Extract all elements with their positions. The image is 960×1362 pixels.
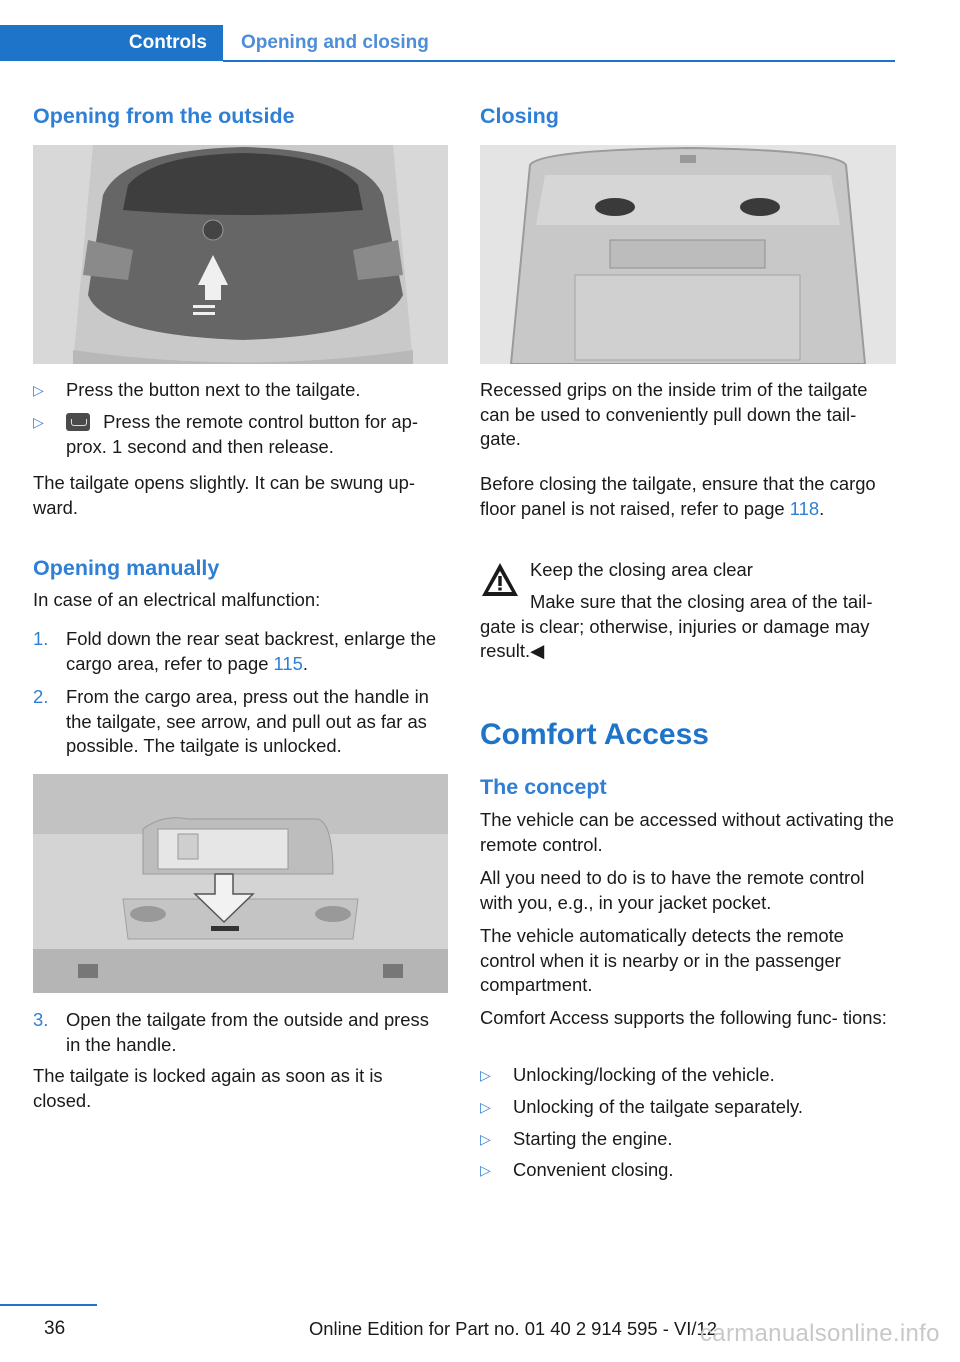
list-item: ▷ Starting the engine. <box>480 1127 896 1152</box>
warning-text: Make sure that the closing area of the tail‐ gate is clear; otherwise, injuries or damage may result.◀ <box>480 591 873 661</box>
list-item: ▷ Unlocking/locking of the vehicle. <box>480 1063 896 1088</box>
paragraph: The tailgate opens slightly. It can be swung up‐ ward. <box>33 472 416 518</box>
warning-title: Keep the closing area clear <box>530 559 753 580</box>
triangle-bullet-icon: ▷ <box>480 1131 491 1147</box>
page-link[interactable]: 115 <box>273 652 303 674</box>
watermark: carmanualsonline.info <box>700 1320 940 1347</box>
header-rule <box>223 60 895 62</box>
tailgate-inside-trim-image <box>480 145 896 364</box>
remote-tailgate-icon <box>66 413 90 431</box>
paragraph: The vehicle automatically detects the remote control when it is nearby or in the passenger compartment. <box>480 925 844 995</box>
list-item: ▷ Press the remote control button for ap‐ prox. 1 second and then release. <box>33 410 448 459</box>
section-title[interactable]: Opening and closing <box>241 32 429 53</box>
triangle-bullet-icon: ▷ <box>480 1067 491 1083</box>
tailgate-interior-handle-image <box>33 774 448 993</box>
paragraph: Comfort Access supports the following func‐ tions: <box>480 1007 887 1028</box>
chapter-tab[interactable]: Controls <box>0 25 223 61</box>
heading-opening-manually: Opening manually <box>33 556 220 580</box>
triangle-bullet-icon: ▷ <box>480 1099 491 1115</box>
heading-opening-outside: Opening from the outside <box>33 104 295 128</box>
paragraph: Before closing the tailgate, ensure that the cargo floor panel is not raised, refer to page 118. <box>480 473 876 519</box>
step-item: 3. Open the tailgate from the outside and press in the handle. <box>33 1009 429 1055</box>
heading-the-concept: The concept <box>480 775 607 799</box>
page-number: 36 <box>44 1318 66 1339</box>
paragraph: All you need to do is to have the remote control with you, e.g., in your jacket pocket. <box>480 867 865 913</box>
list-item: ▷ Press the button next to the tailgate. <box>33 378 448 403</box>
list-item: ▷ Unlocking of the tailgate separately. <box>480 1095 896 1120</box>
paragraph: The vehicle can be accessed without activating the remote control. <box>480 809 895 855</box>
list-item: ▷ Convenient closing. <box>480 1158 896 1183</box>
triangle-bullet-icon: ▷ <box>33 414 44 430</box>
footer-rule <box>0 1304 97 1306</box>
page-link[interactable]: 118 <box>789 497 820 519</box>
heading-comfort-access: Comfort Access <box>480 718 709 751</box>
edition-note: Online Edition for Part no. 01 40 2 914 595 - VI/12 <box>309 1318 717 1339</box>
heading-closing: Closing <box>480 104 559 128</box>
paragraph: The tailgate is locked again as soon as it is closed. <box>33 1065 383 1111</box>
step-item: 1. Fold down the rear seat backrest, enlarge the cargo area, refer to page 115. <box>33 628 437 674</box>
triangle-bullet-icon: ▷ <box>480 1162 491 1178</box>
triangle-bullet-icon: ▷ <box>33 382 44 398</box>
step-item: 2. From the cargo area, press out the handle in the tailgate, see arrow, and pull out as far as possible. The tailgate is unlocked. <box>33 686 429 756</box>
paragraph: In case of an electrical malfunction: <box>33 589 321 610</box>
paragraph: Recessed grips on the inside trim of the tailgate can be used to conveniently pull down the tail‐ gate. <box>480 379 868 449</box>
tailgate-exterior-image <box>33 145 448 364</box>
